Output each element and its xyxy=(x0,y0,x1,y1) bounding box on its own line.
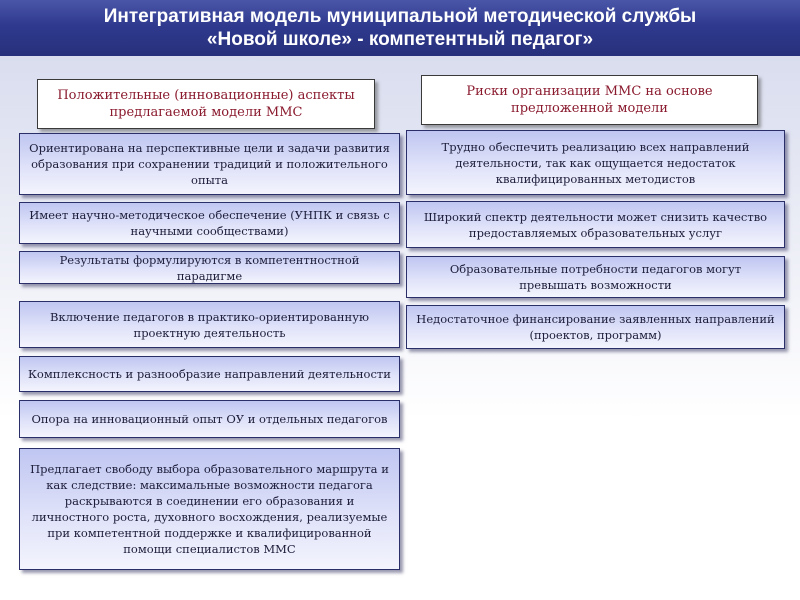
left-item-7: Предлагает свободу выбора образовательного маршрута и как следствие: максимальные возможности педагога раскрываются в соединении его образования и личностного роста, духовного восхождения, реализуемые при компетентной поддержке и квалифицированной помощи специалистов ММС xyxy=(19,448,400,570)
right-item-3: Образовательные потребности педагогов могут превышать возможности xyxy=(406,256,785,298)
left-item-5: Комплексность и разнообразие направлений деятельности xyxy=(19,356,400,392)
left-item-1: Ориентирована на перспективные цели и задачи развития образования при сохранении традиций и положительного опыта xyxy=(19,133,400,195)
slide-title xyxy=(0,0,800,56)
right-column-header: Риски организации ММС на основе предложенной модели xyxy=(421,75,758,125)
left-item-6: Опора на инновационный опыт ОУ и отдельных педагогов xyxy=(19,400,400,438)
left-column-header: Положительные (инновационные) аспекты предлагаемой модели ММС xyxy=(37,79,375,129)
left-item-3: Результаты формулируются в компетентностной парадигме xyxy=(19,251,400,284)
right-item-1: Трудно обеспечить реализацию всех направлений деятельности, так как ощущается недостаток квалифицированных методистов xyxy=(406,130,785,195)
left-item-2: Имеет научно-методическое обеспечение (УНПК и связь с научными сообществами) xyxy=(19,202,400,244)
title-line-2: «Новой школе» - компетентный педагог» xyxy=(206,29,594,50)
right-item-2: Широкий спектр деятельности может снизить качество предоставляемых образовательных услуг xyxy=(406,201,785,248)
title-line-1: Интегративная модель муниципальной методической службы xyxy=(103,6,697,27)
right-item-4: Недостаточное финансирование заявленных направлений (проектов, программ) xyxy=(406,305,785,349)
left-item-4: Включение педагогов в практико-ориентированную проектную деятельность xyxy=(19,301,400,348)
